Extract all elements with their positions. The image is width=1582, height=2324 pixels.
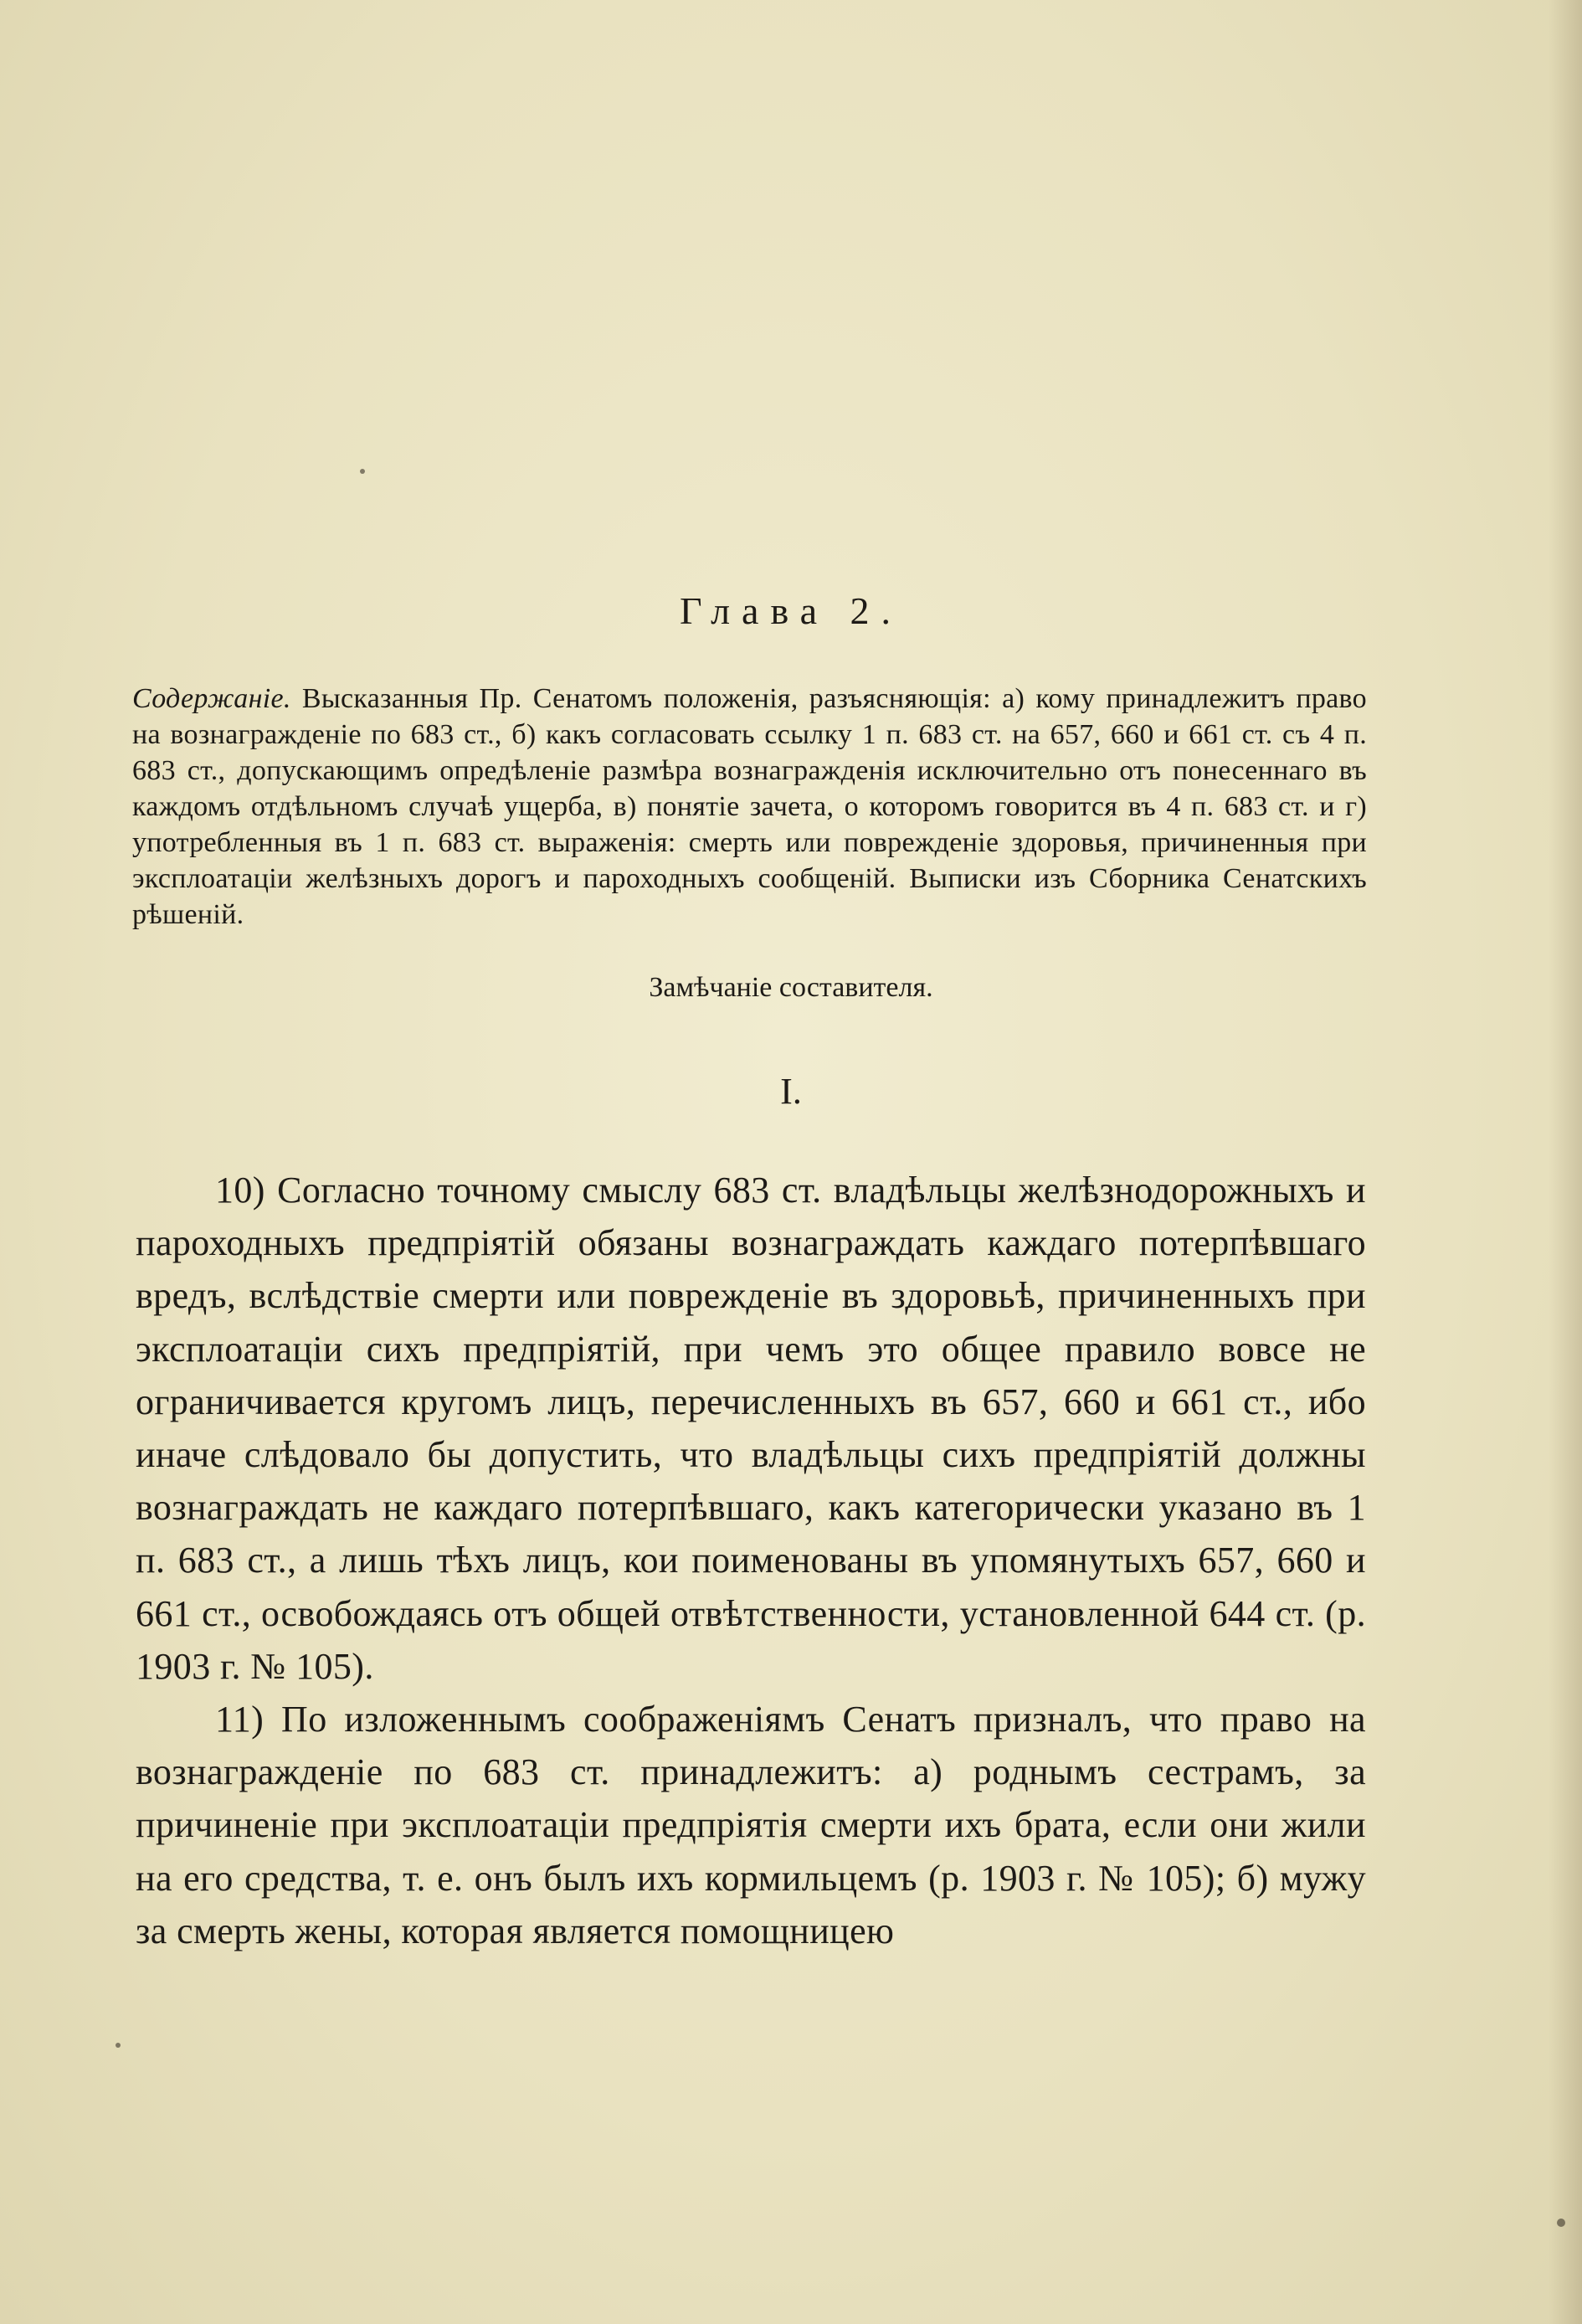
summary-lead: Содержаніе.	[132, 683, 291, 714]
chapter-summary	[132, 681, 1367, 933]
chapter-title: Глава 2.	[679, 589, 903, 632]
summary-text: Высказанныя Пр. Сенатомъ положенія, разъясняющія: а) кому принадлежитъ право на вознагражденіе по 683 ст., б) какъ согласовать ссылку 1 п. 683 ст. на 657, 660 и 661 ст. съ 4 п. 683 ст., допускающимъ опредѣленіе размѣра вознагражденія исключительно отъ понесеннаго въ каждомъ отдѣльномъ случаѣ ущерба, в) понятіе зачета, о которомъ говорится въ 4 п. 683 ст. и г) употребленныя въ 1 п. 683 ст. выраженія: смерть или поврежденіе здоровья, причиненныя при эксплоатаціи желѣзныхъ дорогъ и пароходныхъ сообщеній. Выписки изъ Сборника Сенатскихъ рѣшеній.	[132, 683, 1367, 930]
section-number: I.	[780, 1071, 802, 1112]
paragraph-11: 11) По изложеннымъ соображеніямъ Сенатъ призналъ, что право на вознагражденіе по 683 ст. принадлежитъ: а) роднымъ сестрамъ, за причиненіе при эксплоатаціи предпріятія смерти ихъ брата, если они жили на его средства, т. е. онъ былъ ихъ кормильцемъ (р. 1903 г. № 105); б) мужу за смерть жены, которая является помощницею	[136, 1699, 1366, 1951]
page-edge-shadow	[1549, 0, 1582, 2324]
body-text	[136, 1164, 1366, 1957]
paragraph-10: 10) Согласно точному смыслу 683 ст. владѣльцы желѣзнодорожныхъ и пароходныхъ предпріятій обязаны вознаграждать каждаго потерпѣвшаго вредъ, вслѣдствіе смерти или поврежденіе въ здоровьѣ, причиненныхъ при эксплоатаціи сихъ предпріятій, при чемъ это общее правило вовсе не ограничивается кругомъ лицъ, перечисленныхъ въ 657, 660 и 661 ст., ибо иначе слѣдовало бы допустить, что владѣльцы сихъ предпріятій должны вознаграждать не каждаго потерпѣвшаго, какъ категорически указано въ 1 п. 683 ст., а лишь тѣхъ лицъ, кои поименованы въ упомянутыхъ 657, 660 и 661 ст., освобождаясь отъ общей отвѣтственности, установленной 644 ст. (р. 1903 г. № 105).	[136, 1170, 1366, 1687]
ink-speck	[116, 2043, 121, 2048]
summary-note: Замѣчаніе составителя.	[649, 972, 933, 1003]
ink-speck	[360, 469, 365, 474]
